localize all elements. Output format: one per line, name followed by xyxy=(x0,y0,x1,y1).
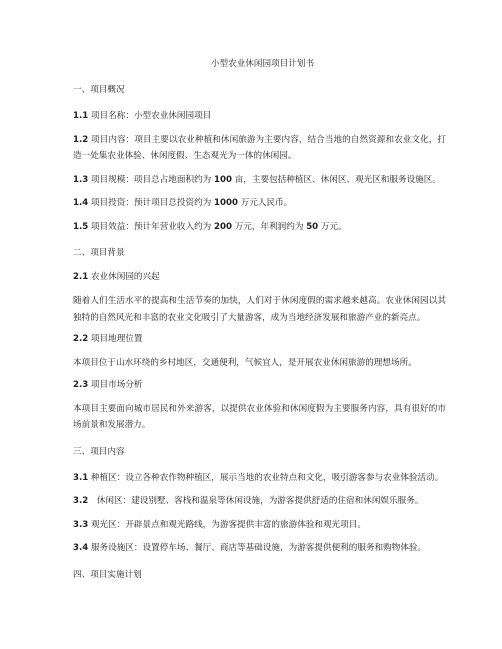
paragraph-text: 项目名称：小型农业休闲园项目 xyxy=(88,111,212,121)
paragraph-text: 项目内容：项目主要以农业种植和休闲旅游为主要内容，结合当地的自然资源和农业文化，打造一处集农业体验、休闲度假、生态观光为一体的休闲园。 xyxy=(73,134,446,161)
item-number: 1.5 xyxy=(73,221,89,232)
section-heading-content: 三、项目内容 xyxy=(73,446,125,457)
item-number: 2.2 xyxy=(73,334,89,344)
paragraph-1-2 xyxy=(73,132,446,165)
item-number: 3.2 xyxy=(73,496,89,506)
paragraph-text: 项目效益：预计年营业收入约为 xyxy=(88,221,215,232)
subheading-text: 农业休闲园的兴起 xyxy=(88,272,160,282)
investment-value: 1000 xyxy=(214,198,238,208)
paragraph-text: 万元人民币。 xyxy=(237,198,293,208)
item-number: 2.1 xyxy=(73,272,89,282)
paragraph-1-5 xyxy=(73,219,446,236)
item-number: 1.4 xyxy=(73,198,89,208)
paragraph-text: 万元。 xyxy=(318,221,347,232)
document-title: 小型农业休闲园项目计划书 xyxy=(210,59,315,69)
paragraph-text: 种植区：设立各种农作物种植区，展示当地的农业特点和文化，吸引游客参与农业体验活动。 xyxy=(88,472,444,483)
paragraph-text: 项目规模：项目总占地面积约为 xyxy=(88,174,215,185)
paragraph-2-1: 随着人们生活水平的提高和生活节奏的加快，人们对于休闲度假的需求越来越高。农业休闲园以其独特的自然风光和丰富的农业文化吸引了大量游客，成为当地经济发展和旅游产业的新亮点。 xyxy=(73,296,446,323)
paragraph-2-3: 本项目主要面向城市居民和外来游客，以提供农业体验和休闲度假为主要服务内容，具有很好的市场前景和发展潜力。 xyxy=(73,403,446,430)
item-number: 1.1 xyxy=(73,111,89,121)
subheading-2-2 xyxy=(73,333,446,345)
paragraph-3-4 xyxy=(73,540,446,557)
paragraph-text: 观光区：开辟景点和观光路线，为游客提供丰富的旅游体验和观光项目。 xyxy=(88,519,366,530)
item-number: 1.3 xyxy=(73,174,89,185)
paragraph-3-3 xyxy=(73,517,446,534)
item-number: 1.2 xyxy=(73,134,89,145)
paragraph-1-1 xyxy=(73,108,446,125)
paragraph-3-2 xyxy=(73,493,446,510)
paragraph-text: 万元，年利润约为 xyxy=(231,221,307,232)
revenue-value: 200 xyxy=(214,221,232,232)
item-number: 3.3 xyxy=(73,519,89,530)
area-value: 100 xyxy=(214,174,232,185)
paragraph-3-1 xyxy=(73,470,446,487)
paragraph-1-4 xyxy=(73,195,446,212)
item-number: 3.4 xyxy=(73,543,89,553)
section-heading-background: 二、项目背景 xyxy=(73,248,125,258)
section-heading-implementation: 四、项目实施计划 xyxy=(73,569,142,580)
section-heading-overview: 一、项目概况 xyxy=(73,85,125,95)
subheading-2-1 xyxy=(73,271,446,283)
item-number: 2.3 xyxy=(73,379,89,390)
subheading-text: 项目市场分析 xyxy=(88,379,143,390)
subheading-text: 项目地理位置 xyxy=(88,334,143,344)
item-number: 3.1 xyxy=(73,472,89,483)
paragraph-text: 服务设施区：设置停车场、餐厅、商店等基础设施，为游客提供便利的服务和购物体验。 xyxy=(88,543,427,553)
subheading-2-3 xyxy=(73,379,446,391)
paragraph-2-2: 本项目位于山水环绕的乡村地区，交通便利，气候宜人，是开展农业休闲旅游的理想场所。 xyxy=(73,358,417,368)
profit-value: 50 xyxy=(306,221,319,232)
paragraph-text: 项目投资：预计项目总投资约为 xyxy=(88,198,215,208)
paragraph-text: 亩，主要包括种植区、休闲区、观光区和服务设施区。 xyxy=(231,174,441,185)
paragraph-1-3 xyxy=(73,172,446,189)
paragraph-text: 休闲区：建设别墅、客栈和温泉等休闲设施，为游客提供舒适的住宿和休闲娱乐服务。 xyxy=(88,496,424,506)
